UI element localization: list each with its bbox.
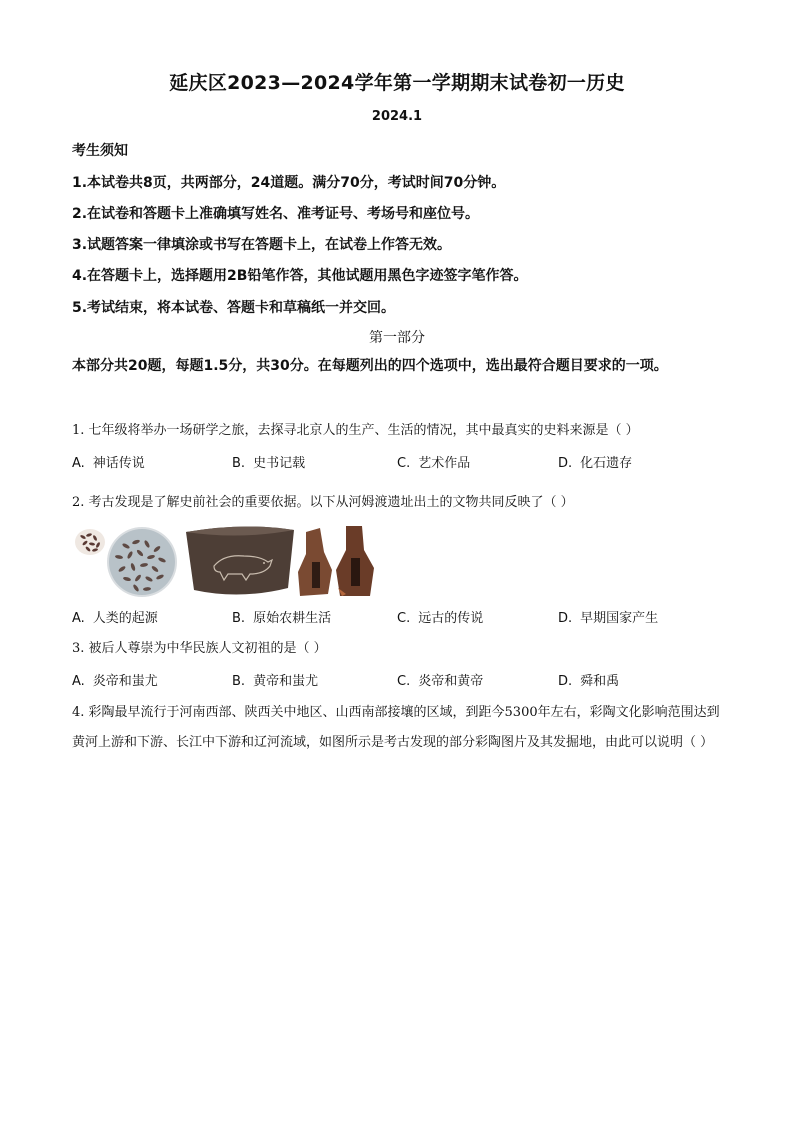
option-d[interactable]: D. 化石遗存: [558, 456, 633, 471]
question-1-options: [72, 452, 722, 474]
option-c[interactable]: C. 炎帝和黄帝: [397, 674, 484, 689]
question-3-stem: 3. 被后人尊崇为中华民族人文初祖的是（ ）: [72, 641, 327, 656]
option-a[interactable]: A. 炎帝和蚩尤: [72, 674, 158, 689]
option-b[interactable]: B. 史书记载: [232, 456, 306, 471]
option-c[interactable]: C. 远古的传说: [397, 611, 484, 626]
question-4-stem: 4. 彩陶最早流行于河南西部、陕西关中地区、山西南部接壤的区域，到距今5300年左右，彩陶文化影响范围达到黄河上游和下游、长江中下游和辽河流域，如图所示是考古发现的部分彩陶图片及其发掘地，由此可以说明（ ）: [72, 705, 720, 750]
notice-rule-4: 4.在答题卡上，选择题用2B铅笔作答，其他试题用黑色字迹签字笔作答。: [72, 268, 528, 284]
option-b[interactable]: B. 原始农耕生活: [232, 611, 332, 626]
notice-rule-1: 1.本试卷共8页，共两部分，24道题。满分70分，考试时间70分钟。: [72, 175, 506, 191]
hemudu-artifacts-figure: [74, 522, 394, 600]
part-one-instruction: 本部分共20题，每题1.5分，共30分。在每题列出的四个选项中，选出最符合题目要求的一项。: [72, 358, 668, 374]
option-d[interactable]: D. 早期国家产生: [558, 611, 659, 626]
question-2-options: [72, 607, 722, 629]
option-c[interactable]: C. 艺术作品: [397, 456, 471, 471]
bone-spade-2-image: [336, 526, 374, 596]
question-1-stem: 1. 七年级将举办一场研学之旅，去探寻北京人的生产、生活的情况，其中最真实的史料来源是（ ）: [72, 423, 639, 438]
option-a[interactable]: A. 神话传说: [72, 456, 145, 471]
rice-grains-small-image: [75, 529, 105, 555]
option-a[interactable]: A. 人类的起源: [72, 611, 158, 626]
pig-pattern-pottery-image: [186, 526, 294, 594]
exam-title: 延庆区2023—2024学年第一学期期末试卷初一历史: [169, 72, 625, 94]
option-d[interactable]: D. 舜和禹: [558, 674, 620, 689]
notice-rule-2: 2.在试卷和答题卡上准确填写姓名、准考证号、考场号和座位号。: [72, 206, 480, 222]
rice-grains-large-image: [107, 527, 177, 597]
exam-date: 2024.1: [371, 109, 423, 124]
part-one-title: 第一部分: [369, 330, 425, 346]
question-2-stem: 2. 考古发现是了解史前社会的重要依据。以下从河姆渡遗址出土的文物共同反映了（ ）: [72, 495, 574, 510]
notice-heading: 考生须知: [72, 143, 128, 159]
notice-rule-5: 5.考试结束，将本试卷、答题卡和草稿纸一并交回。: [72, 300, 396, 316]
notice-rule-3: 3.试题答案一律填涂或书写在答题卡上，在试卷上作答无效。: [72, 237, 452, 253]
bone-spade-image: [298, 528, 332, 596]
option-b[interactable]: B. 黄帝和蚩尤: [232, 674, 319, 689]
question-3-options: [72, 670, 722, 692]
